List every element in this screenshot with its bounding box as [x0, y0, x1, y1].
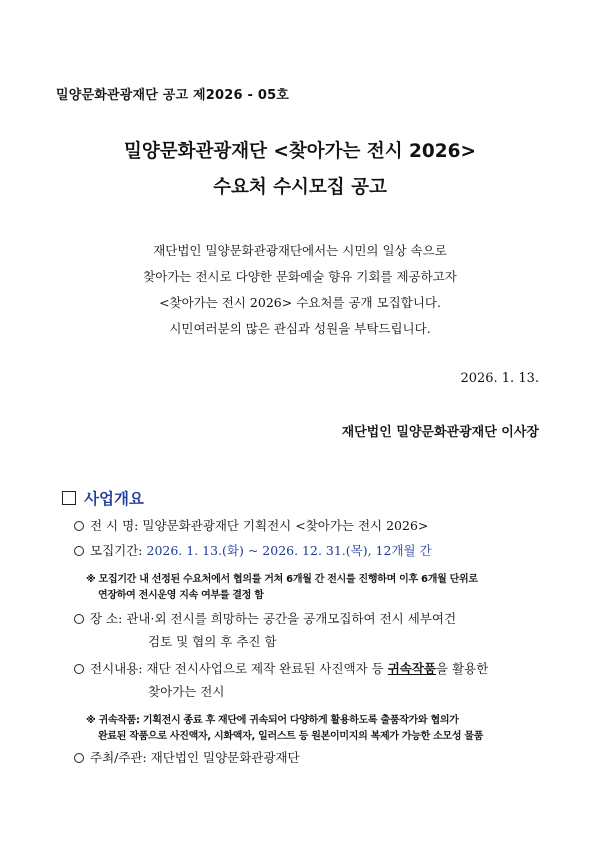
period-label: 모집기간: — [90, 543, 143, 558]
place-value-line-1: 관내·외 전시를 희망하는 공간을 공개모집하여 전시 세부여건 — [126, 611, 457, 626]
host-row — [74, 748, 300, 766]
circle-bullet-icon — [74, 664, 84, 674]
section-heading — [62, 487, 144, 509]
period-row — [74, 541, 432, 559]
host-label: 주최/주관: — [90, 750, 147, 765]
place-label: 장 소: — [90, 611, 123, 626]
signature: 재단법인 밀양문화관광재단 이사장 — [341, 425, 539, 440]
exhibit-row — [74, 516, 428, 534]
content-line-2: 찾아가는 전시 — [148, 684, 225, 699]
content-pre: 재단 전시사업으로 제작 완료된 사진액자 등 — [146, 661, 388, 676]
notice-date: 2026. 1. 13. — [460, 371, 539, 386]
content-emphasis: 귀속작품 — [387, 661, 437, 676]
host-value: 재단법인 밀양문화관광재단 — [150, 750, 300, 765]
circle-bullet-icon — [74, 753, 84, 763]
place-value-line-2: 검토 및 협의 후 추진 함 — [148, 634, 277, 649]
intro-line-4: 시민여러분의 많은 관심과 성원을 부탁드립니다. — [169, 321, 431, 336]
place-row — [74, 609, 456, 627]
content-label: 전시내용: — [90, 661, 143, 676]
content-row — [74, 659, 488, 677]
title-line-1: 밀양문화관광재단 <찾아가는 전시 2026> — [123, 141, 476, 162]
title-line-2: 수요처 수시모집 공고 — [213, 177, 387, 198]
content-note-line-1: ※ 귀속작품: 기획전시 종료 후 재단에 귀속되어 다양하게 활용하도록 출품작가와 협의가 — [86, 715, 459, 726]
period-note-line-2: 연장하여 전시운영 지속 여부를 결정 함 — [98, 590, 264, 601]
exhibit-label: 전 시 명: — [90, 518, 139, 533]
circle-bullet-icon — [74, 614, 84, 624]
period-value: 2026. 1. 13.(화) ~ 2026. 12. 31.(목), 12개월 간 — [146, 543, 432, 558]
intro-line-2: 찾아가는 전시로 다양한 문화예술 향유 기회를 제공하고자 — [143, 269, 457, 284]
circle-bullet-icon — [74, 521, 84, 531]
notice-number: 밀양문화관광재단 공고 제2026 - 05호 — [56, 88, 290, 103]
intro-line-3: <찾아가는 전시 2026> 수요처를 공개 모집합니다. — [159, 295, 441, 310]
content-post: 을 활용한 — [436, 661, 489, 676]
circle-bullet-icon — [74, 546, 84, 556]
intro-line-1: 재단법인 밀양문화관광재단에서는 시민의 일상 속으로 — [153, 243, 447, 258]
square-bullet-icon — [62, 491, 76, 505]
period-note-line-1: ※ 모집기간 내 선정된 수요처에서 협의를 거쳐 6개월 간 전시를 진행하며 이후 6개월 단위로 — [86, 574, 478, 585]
exhibit-value: 밀양문화관광재단 기획전시 <찾아가는 전시 2026> — [142, 518, 429, 533]
content-note-line-2: 완료된 작품으로 사진액자, 시화액자, 일러스트 등 원본이미지의 복제가 가능한 소모성 물품 — [98, 731, 484, 742]
section-heading-text: 사업개요 — [84, 490, 144, 508]
